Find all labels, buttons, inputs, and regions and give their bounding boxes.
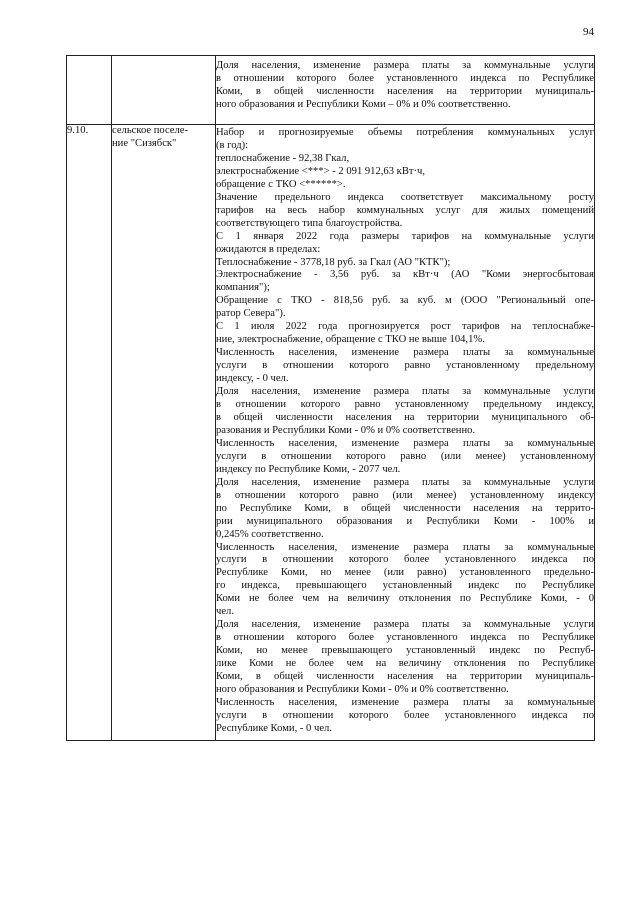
description-line: в отношении которого более установленного индекса по Республике xyxy=(216,632,594,644)
description-line: теплоснабжение - 92,38 Гкал, xyxy=(216,152,350,164)
description-line: ного образования и Республики Коми - 0% и 0% соответственно. xyxy=(216,683,509,695)
description-line: (в год): xyxy=(216,139,249,151)
description-line: ного образования и Республики Коми – 0% и 0% соответственно. xyxy=(216,98,511,110)
page-number: 94 xyxy=(583,26,594,38)
description-line: электроснабжение <***> - 2 091 912,63 кВт·ч, xyxy=(216,165,426,177)
description-line: по Республике Коми, в общей численности населения на террито- xyxy=(216,502,594,514)
description-line: ние, электроснабжение, обращение с ТКО не выше 104,1%. xyxy=(216,334,485,346)
description-line: ожидаются в пределах: xyxy=(216,243,321,255)
description-line: компания"); xyxy=(216,282,270,294)
description-line: го индекса, превышающего установленный индекс по Республике xyxy=(216,580,594,592)
description-line: услуги в отношении которого равно (или менее) установленному xyxy=(216,450,594,462)
description-line: Численность населения, изменение размера платы за коммунальные xyxy=(216,696,594,708)
table-body xyxy=(67,56,595,741)
description-line: 0,245% соответственно. xyxy=(216,528,324,540)
description-line: Коми, в общей численности населения на территории муниципаль- xyxy=(216,85,594,97)
description-line: соответствующего типа благоустройства. xyxy=(216,217,403,229)
description-line: индексу по Республике Коми, - 2077 чел. xyxy=(216,463,401,475)
description-line: Численность населения, изменение размера платы за коммунальные xyxy=(216,437,594,449)
description-line: Республике Коми, но менее (или равно) установленного предельно- xyxy=(216,567,594,579)
description-line: в отношении которого более установленного индекса по Республике xyxy=(216,72,594,84)
description-line: обращение с ТКО <******>. xyxy=(216,178,346,190)
description-line: в отношении которого равно установленному предельному индексу, xyxy=(216,399,594,411)
description-line: лике Коми не более чем на величину отклонения по Республике xyxy=(216,658,594,670)
description-line: в общей численности населения на территории муниципального об- xyxy=(216,411,594,423)
description-line: Доля населения, изменение размера платы за коммунальные услуги xyxy=(216,60,594,71)
description-line: Коми не более чем на величину отклонения по Республике Коми, - 0 xyxy=(216,593,594,605)
description-line: Обращение с ТКО - 818,56 руб. за куб. м (ООО "Региональный опе- xyxy=(216,295,594,307)
settlement-name-line: ние "Сизябск" xyxy=(112,137,177,149)
table-row xyxy=(67,56,595,125)
description-line: Доля населения, изменение размера платы за коммунальные услуги xyxy=(216,619,594,631)
settlement-name-cell xyxy=(112,125,216,741)
description-line: услуги в отношении которого более установленного индекса по xyxy=(216,554,594,566)
table-row xyxy=(67,125,595,741)
settlement-name-cell xyxy=(112,56,216,125)
description-line: рии муниципального образования и Республики Коми - 100% и xyxy=(216,515,594,527)
description-cell xyxy=(216,125,595,741)
description-line: ратор Севера"). xyxy=(216,308,286,320)
description-line: Теплоснабжение - 3778,18 руб. за Гкал (АО "КТК"); xyxy=(216,256,451,268)
description-line: индексу, - 0 чел. xyxy=(216,373,289,385)
description-line: Численность населения, изменение размера платы за коммунальные xyxy=(216,541,594,553)
row-number-cell xyxy=(67,56,112,125)
description-line: С 1 июля 2022 года прогнозируется рост тарифов на теплоснабже- xyxy=(216,321,594,333)
description-line: чел. xyxy=(216,606,234,618)
description-line: Численность населения, изменение размера платы за коммунальные xyxy=(216,347,594,359)
description-line: Доля населения, изменение размера платы за коммунальные услуги xyxy=(216,386,594,398)
description-line: разования и Республики Коми - 0% и 0% соответственно. xyxy=(216,424,476,436)
settlement-name-line: сельское поселе- xyxy=(112,125,189,136)
description-line: Республике Коми, - 0 чел. xyxy=(216,722,332,734)
row-number-cell: 9.10. xyxy=(67,125,112,741)
description-line: Набор и прогнозируемые объемы потребления коммунальных услуг xyxy=(216,127,594,138)
description-line: услуги в отношении которого равно установленному предельному xyxy=(216,360,594,372)
description-line: Коми, но менее превышающего установленный индекс по Респуб- xyxy=(216,645,594,657)
description-cell xyxy=(216,56,595,125)
description-line: тарифов на весь набор коммунальных услуг для жилых помещений xyxy=(216,204,594,216)
description-line: С 1 января 2022 года размеры тарифов на коммунальные услуги xyxy=(216,230,594,242)
description-line: Коми, в общей численности населения на территории муниципаль- xyxy=(216,671,594,683)
description-line: в отношении которого равно (или менее) установленному индексу xyxy=(216,489,594,501)
description-line: Значение предельного индекса соответствует максимальному росту xyxy=(216,191,594,203)
tariff-table xyxy=(66,55,595,741)
description-line: Доля населения, изменение размера платы за коммунальные услуги xyxy=(216,476,594,488)
description-line: Электроснабжение - 3,56 руб. за кВт·ч (АО "Коми энергосбытовая xyxy=(216,269,594,281)
description-line: услуги в отношении которого более установленного индекса по xyxy=(216,709,594,721)
